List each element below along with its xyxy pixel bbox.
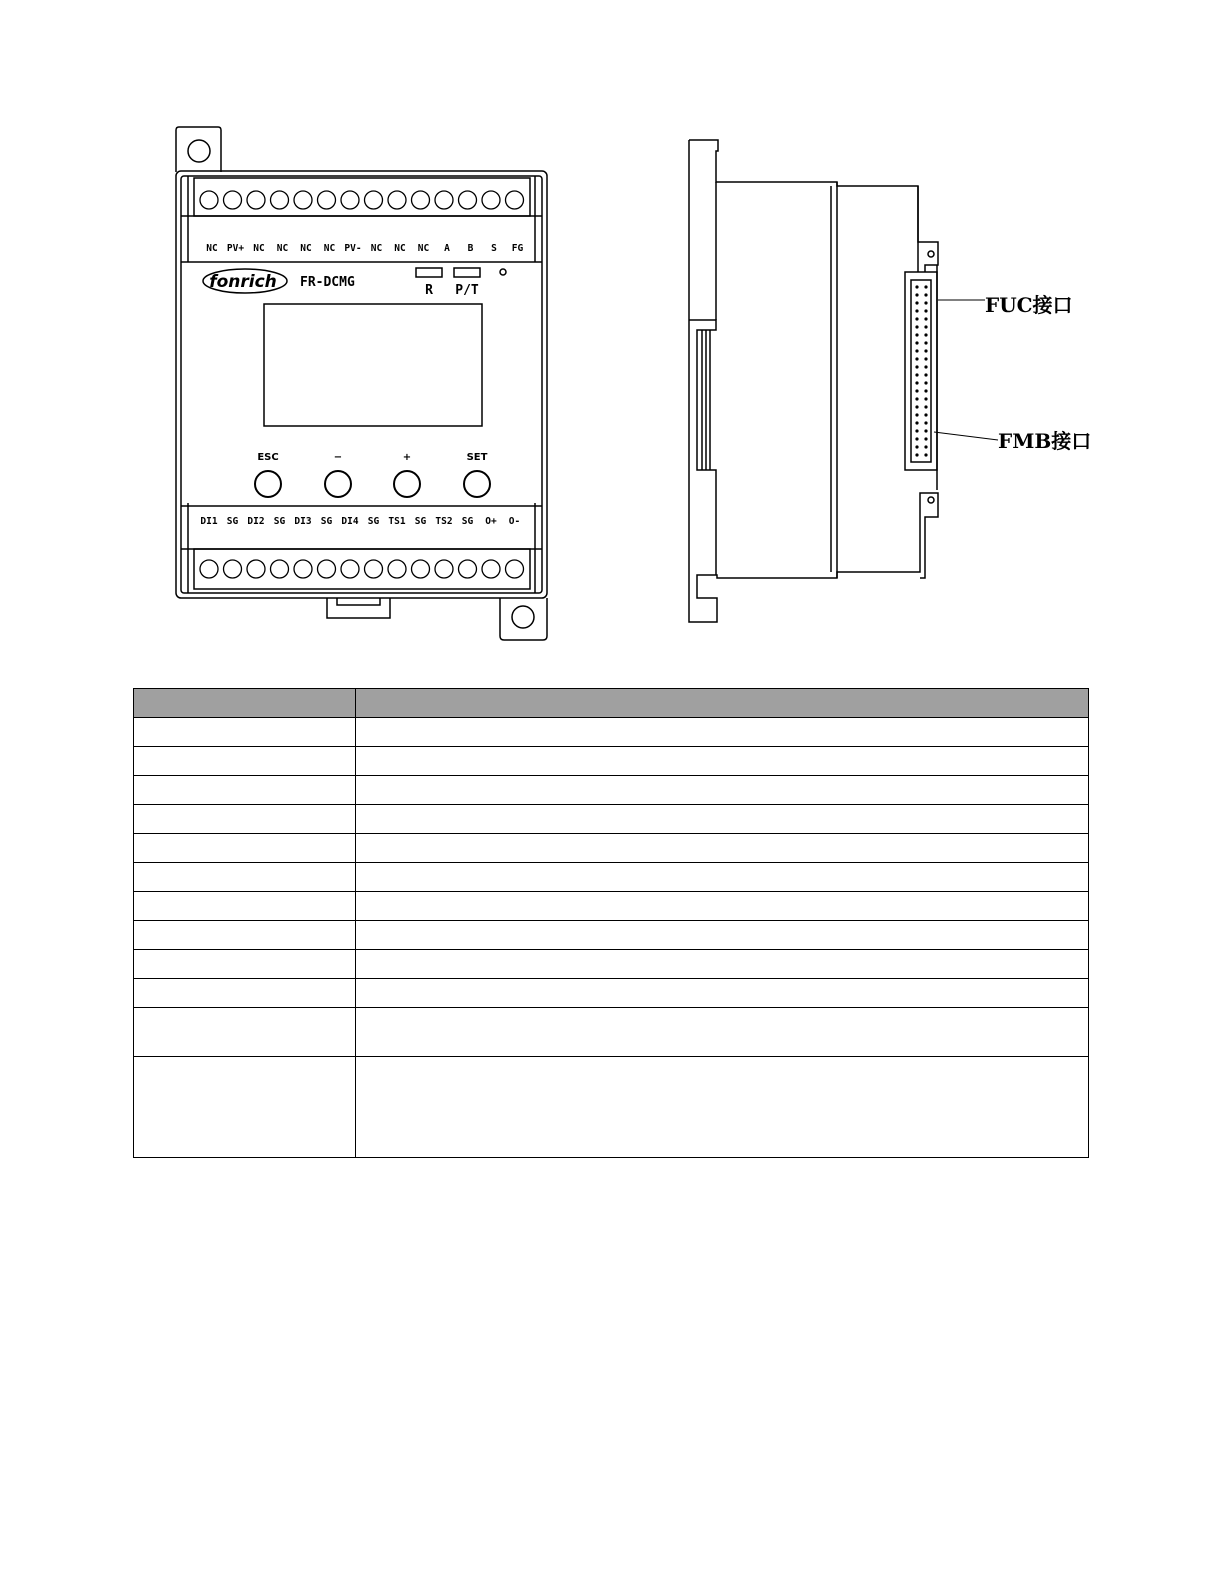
connector-pin: [924, 437, 927, 440]
table-cell: [134, 747, 356, 776]
connector-pin: [924, 357, 927, 360]
bottom-terminal-label: DI2: [247, 516, 265, 527]
esc-button-label: ESC: [257, 452, 279, 463]
top-terminal-label: NC: [253, 243, 265, 254]
connector-pin: [915, 373, 918, 376]
connector-pin: [915, 293, 918, 296]
bottom-terminal-label: SG: [273, 516, 286, 527]
table-cell: [134, 863, 356, 892]
bottom-terminal-label: O-: [508, 516, 521, 527]
table-cell: [134, 892, 356, 921]
model-name: FR-DCMG: [300, 275, 355, 290]
bottom-terminal-label: O+: [485, 516, 497, 527]
top-terminal-label: NC: [206, 243, 218, 254]
bottom-terminal-label: TS1: [388, 516, 406, 527]
table-cell: [134, 1008, 356, 1057]
indicator-pt-label: P/T: [455, 283, 479, 298]
table-cell: [356, 950, 1089, 979]
table-cell: [356, 892, 1089, 921]
connector-pin: [915, 381, 918, 384]
top-terminal-label: S: [491, 243, 497, 254]
connector-pin: [924, 389, 927, 392]
connector-pin: [915, 405, 918, 408]
connector-pin: [924, 341, 927, 344]
table-cell: [134, 1057, 356, 1158]
connector-pin: [915, 285, 918, 288]
table-cell: [134, 718, 356, 747]
table-cell: [356, 718, 1089, 747]
indicator-r-label: R: [425, 283, 433, 298]
table-cell: [134, 805, 356, 834]
table-cell: [356, 1008, 1089, 1057]
plus-button-label: +: [402, 452, 412, 463]
table-row: [134, 979, 1089, 1008]
bottom-terminal-label: DI4: [341, 516, 359, 527]
top-terminal-label: NC: [300, 243, 312, 254]
fuc-interface-callout: FUC接口: [985, 293, 1073, 317]
set-button-label: SET: [466, 452, 488, 463]
top-terminal-label: FG: [511, 243, 524, 254]
side-housing-outline: [689, 140, 938, 622]
connector-pin: [915, 421, 918, 424]
table-cell: [356, 1057, 1089, 1158]
bottom-terminal-label: SG: [367, 516, 380, 527]
connector-pin: [924, 349, 927, 352]
table-cell: [356, 805, 1089, 834]
bottom-terminal-label: DI3: [294, 516, 312, 527]
bottom-terminal-label: SG: [461, 516, 474, 527]
connector-pin: [915, 445, 918, 448]
connector-pin: [915, 349, 918, 352]
connector-pin: [924, 293, 927, 296]
table-cell: [356, 979, 1089, 1008]
connector-pin: [924, 453, 927, 456]
connector-pin: [924, 373, 927, 376]
connector-pin: [924, 445, 927, 448]
table-cell: [134, 979, 356, 1008]
table-header-cell: [134, 689, 356, 718]
fmb-interface-callout: FMB接口: [998, 429, 1092, 453]
bottom-terminal-label: TS2: [435, 516, 453, 527]
table-cell: [134, 834, 356, 863]
connector-pin: [915, 389, 918, 392]
table-row: [134, 776, 1089, 805]
bottom-terminal-label: SG: [226, 516, 239, 527]
top-terminal-label: A: [444, 243, 450, 254]
connector-pin: [924, 397, 927, 400]
connector-pin: [915, 413, 918, 416]
connector-pin: [915, 365, 918, 368]
table-cell: [356, 863, 1089, 892]
table-row: [134, 921, 1089, 950]
top-terminal-label: NC: [417, 243, 430, 254]
top-terminal-label: NC: [276, 243, 289, 254]
side-view-diagram: [0, 0, 1225, 660]
connector-pin: [915, 317, 918, 320]
connector-pin: [924, 365, 927, 368]
connector-pin: [915, 309, 918, 312]
table-row: [134, 950, 1089, 979]
table-header-cell: [356, 689, 1089, 718]
top-terminal-label: NC: [370, 243, 383, 254]
table-cell: [356, 921, 1089, 950]
connector-pin: [924, 317, 927, 320]
bottom-terminal-label: DI1: [200, 516, 218, 527]
connector-pin: [915, 453, 918, 456]
connector-pin: [924, 429, 927, 432]
connector-pin: [915, 341, 918, 344]
top-terminal-label: PV+: [226, 243, 245, 254]
connector-pin: [924, 413, 927, 416]
spec-table: [133, 688, 1089, 1158]
connector-pin: [924, 285, 927, 288]
table-row: [134, 718, 1089, 747]
table-cell: [134, 950, 356, 979]
top-terminal-label: B: [467, 243, 474, 254]
connector-pin: [924, 405, 927, 408]
connector-pin: [924, 333, 927, 336]
table-row: [134, 892, 1089, 921]
connector-pin: [915, 333, 918, 336]
brand-logo: fonrich: [209, 272, 277, 292]
table-row: [134, 863, 1089, 892]
spec-table-wrapper: [133, 688, 1088, 1158]
connector-pin: [924, 381, 927, 384]
connector-pin: [915, 429, 918, 432]
table-cell: [134, 776, 356, 805]
connector-pin: [924, 309, 927, 312]
minus-button-label: −: [333, 452, 343, 463]
bottom-terminal-label: SG: [414, 516, 427, 527]
connector-pin: [924, 301, 927, 304]
connector-pin: [915, 397, 918, 400]
connector-housing: [905, 272, 937, 470]
connector-pin: [924, 421, 927, 424]
connector-pin: [915, 325, 918, 328]
table-row: [134, 805, 1089, 834]
connector-pin: [915, 357, 918, 360]
table-cell: [356, 747, 1089, 776]
connector-pin: [924, 325, 927, 328]
connector-pin: [915, 301, 918, 304]
connector-pin: [915, 437, 918, 440]
top-terminal-label: PV-: [344, 243, 362, 254]
table-row: [134, 1008, 1089, 1057]
table-cell: [356, 834, 1089, 863]
table-header-row: [134, 689, 1089, 718]
table-row: [134, 834, 1089, 863]
table-row: [134, 747, 1089, 776]
table-row: [134, 1057, 1089, 1158]
table-cell: [134, 921, 356, 950]
top-terminal-label: NC: [323, 243, 336, 254]
bottom-terminal-label: SG: [320, 516, 333, 527]
top-terminal-label: NC: [394, 243, 406, 254]
table-cell: [356, 776, 1089, 805]
